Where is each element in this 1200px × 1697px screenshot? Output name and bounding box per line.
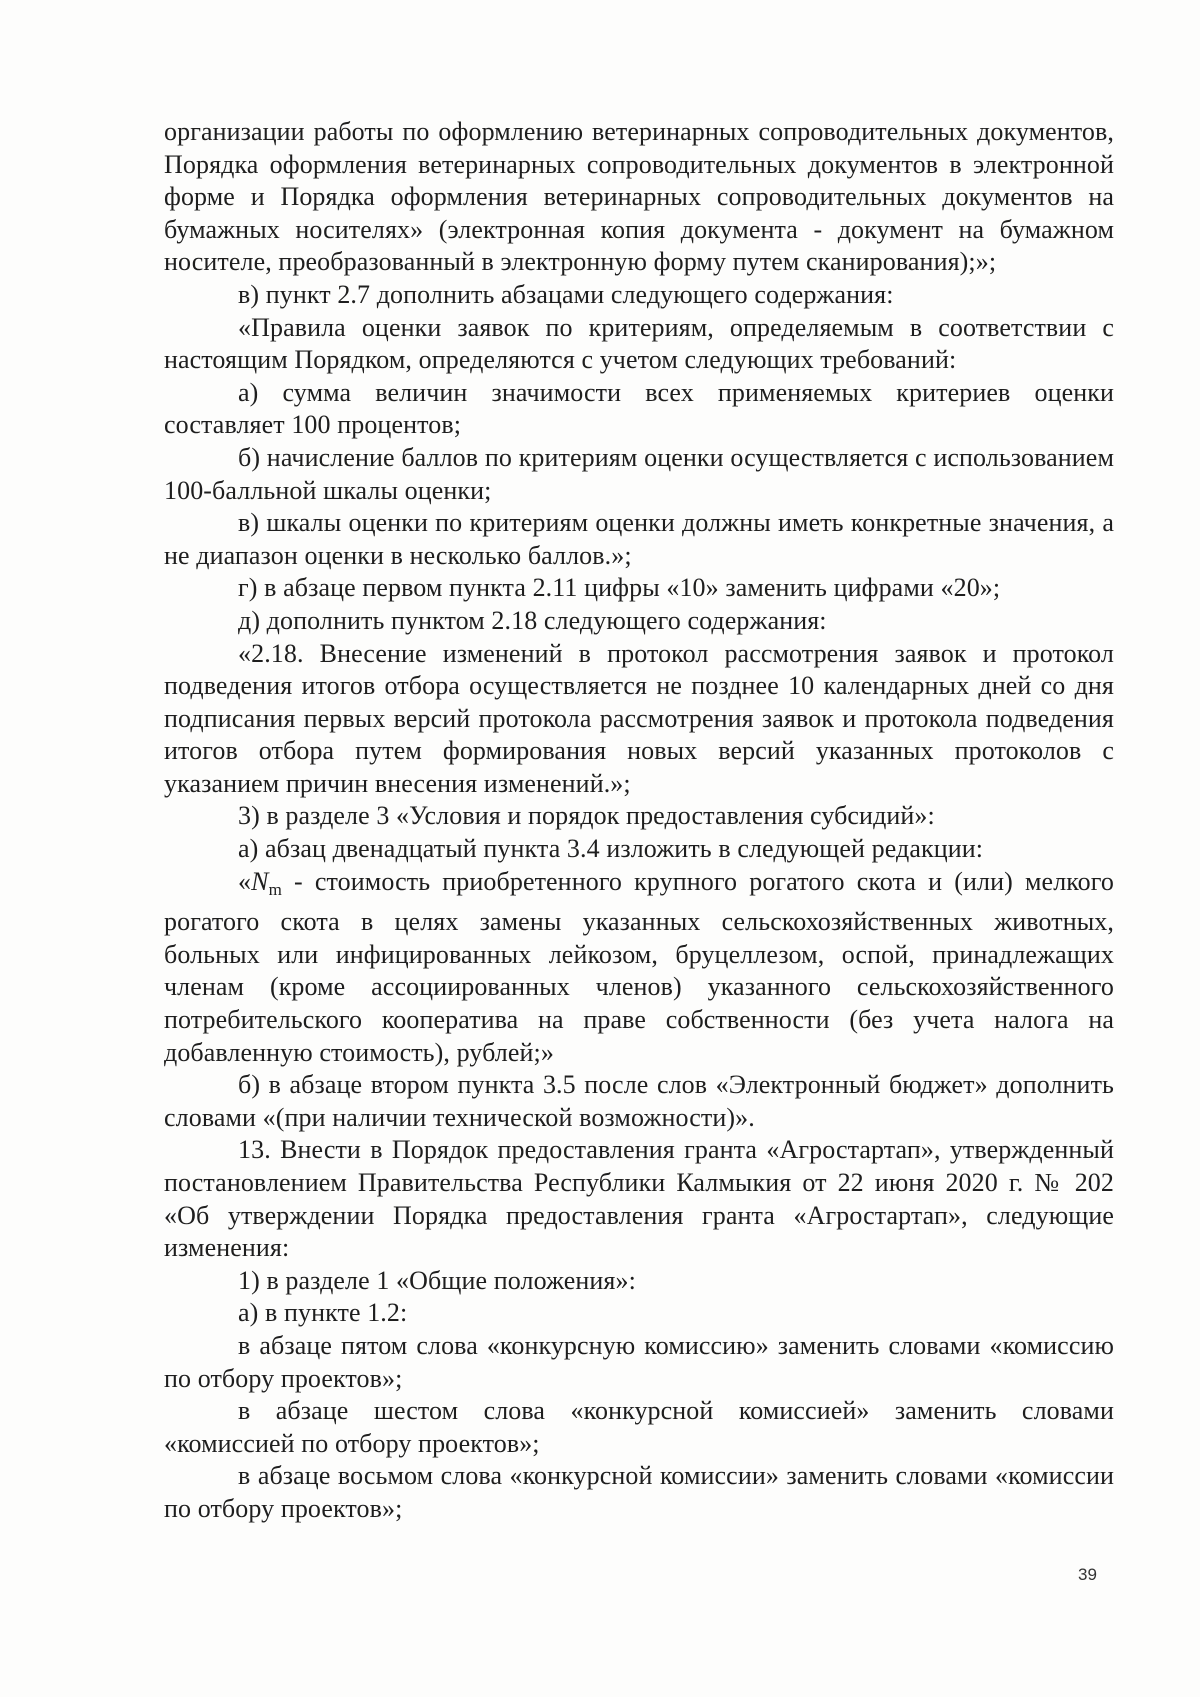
page-number: 39 bbox=[1078, 1565, 1097, 1584]
paragraph: в) пункт 2.7 дополнить абзацами следующего содержания: bbox=[238, 279, 894, 309]
paragraph: а) в пункте 1.2: bbox=[238, 1298, 408, 1328]
formula-paragraph bbox=[164, 866, 1114, 1070]
formula-text: - стоимость приобретенного крупного рогатого скота и (или) мелкого рогатого скота в целях замены указанных сельскохозяйственных животных, больных или инфицированных лейкозом, бруцеллезом, оспой, принадлежащих членам (кроме ассоциированных членов) указанного сельскохозяйственного потребительского кооператива на праве собственности (без учета налога на добавленную стоимость), рублей;» bbox=[164, 866, 1114, 1067]
paragraph: б) в абзаце втором пункта 3.5 после слов «Электронный бюджет» дополнить словами «(при наличии технической возможности)». bbox=[164, 1070, 1114, 1132]
paragraph: в абзаце шестом слова «конкурсной комиссией» заменить словами «комиссией по отбору проектов»; bbox=[164, 1396, 1114, 1458]
paragraph: 1) в разделе 1 «Общие положения»: bbox=[238, 1265, 636, 1295]
paragraph: в абзаце пятом слова «конкурсную комиссию» заменить словами «комиссию по отбору проектов»; bbox=[164, 1330, 1114, 1393]
paragraph: в) шкалы оценки по критериям оценки должны иметь конкретные значения, а не диапазон оценки в несколько баллов.»; bbox=[164, 508, 1114, 570]
paragraph: б) начисление баллов по критериям оценки осуществляется с использованием 100-балльной шкалы оценки; bbox=[164, 442, 1114, 505]
paragraph: в абзаце восьмом слова «конкурсной комиссии» заменить словами «комиссии по отбору проектов»; bbox=[164, 1461, 1114, 1523]
open-quote: « bbox=[238, 866, 252, 896]
paragraph: а) сумма величин значимости всех применяемых критериев оценки составляет 100 процентов; bbox=[164, 377, 1114, 440]
paragraph: «Правила оценки заявок по критериям, определяемым в соответствии с настоящим Порядком, определяются с учетом следующих требований: bbox=[164, 312, 1114, 375]
paragraph: организации работы по оформлению ветеринарных сопроводительных документов, Порядка оформления ветеринарных сопроводительных документов в электронной форме и Порядка оформления ветеринарных сопроводительных документов на бумажных носителях» (электронная копия документа - документ на бумажном носителе, преобразованный в электронную форму путем сканирования);»; bbox=[164, 117, 1114, 277]
paragraph: а) абзац двенадцатый пункта 3.4 изложить в следующей редакции: bbox=[238, 834, 984, 864]
paragraph: «2.18. Внесение изменений в протокол рассмотрения заявок и протокол подведения итогов отбора осуществляется не позднее 10 календарных дней со дня подписания первых версий протокола рассмотрения заявок и протокола подведения итогов отбора путем формирования новых версий указанных протоколов с указанием причин внесения изменений.»; bbox=[164, 638, 1114, 798]
paragraph: г) в абзаце первом пункта 2.11 цифры «10» заменить цифрами «20»; bbox=[238, 573, 1001, 603]
paragraph: 3) в разделе 3 «Условия и порядок предоставления субсидий»: bbox=[238, 801, 935, 831]
formula-subscript: m bbox=[268, 879, 282, 899]
paragraph: д) дополнить пунктом 2.18 следующего содержания: bbox=[238, 605, 827, 635]
document-body bbox=[164, 116, 1114, 1526]
formula-symbol: N bbox=[251, 866, 269, 896]
paragraph: 13. Внести в Порядок предоставления гранта «Агростартап», утвержденный постановлением Правительства Республики Калмыкия от 22 июня 2020 г. № 202 «Об утверждении Порядка предоставления гранта «Агростартап», следующие изменения: bbox=[164, 1135, 1114, 1263]
